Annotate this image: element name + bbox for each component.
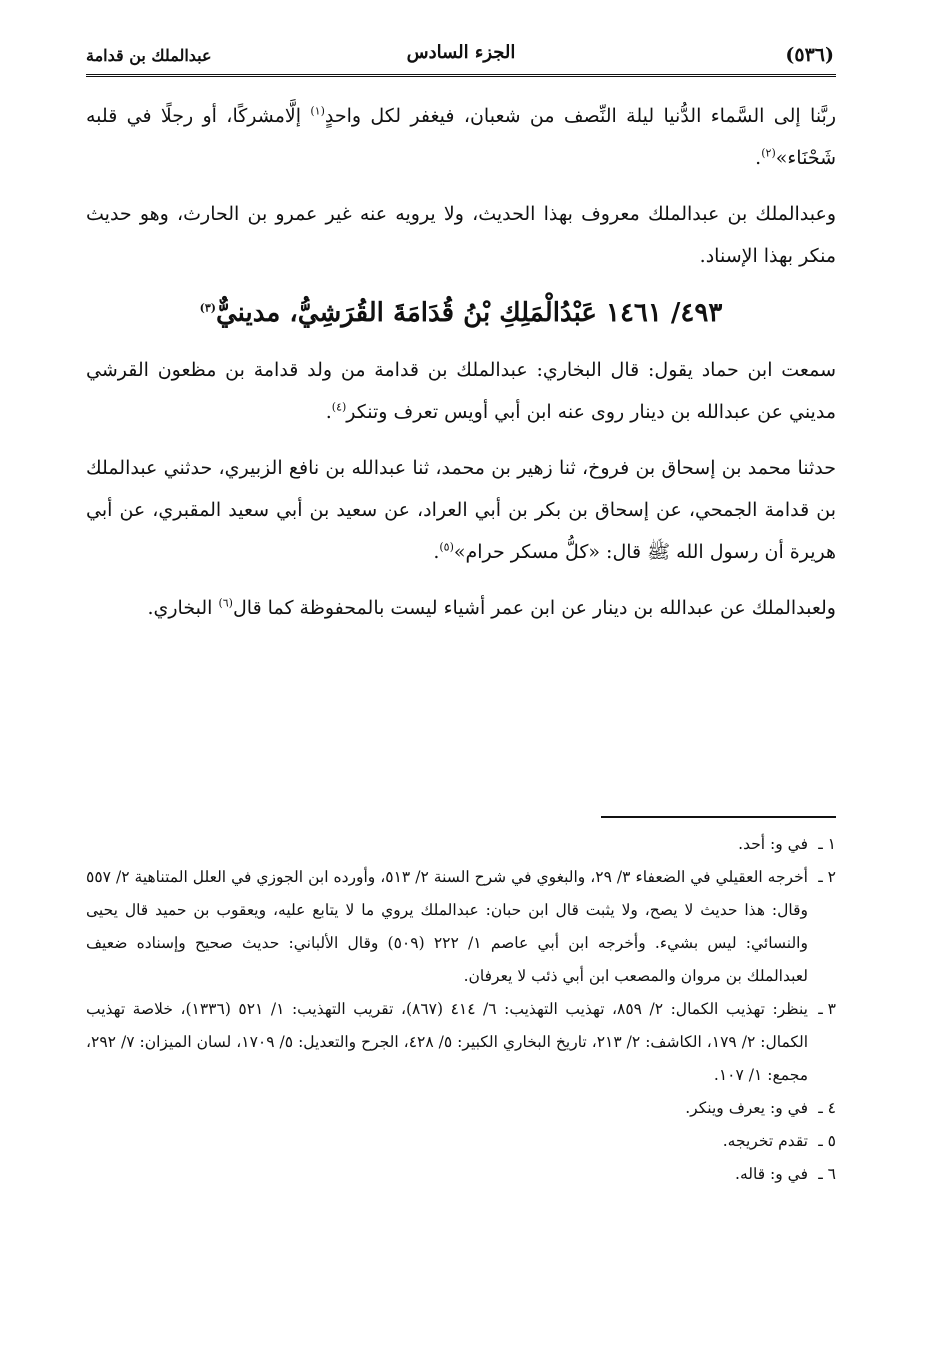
paragraph-1	[86, 95, 836, 179]
footnote-ref-4: (٤)	[331, 400, 347, 414]
footnote-text: في و: أحد.	[738, 835, 808, 853]
footnote-4	[86, 1092, 836, 1125]
footnote-text: ينظر: تهذيب الكمال: ٢/ ٨٥٩، تهذيب التهذيب: ٦/ ٤١٤ (٨٦٧)، تقريب التهذيب: ١/ ٥٢١ (١٣٣٦)، خلاصة تهذيب الكمال: ٢/ ١٧٩، الكاشف: ٢/ ٢١٣، تاريخ البخاري الكبير: ٥/ ٤٢٨، الجرح والتعديل: ٥/ ١٧٠٩، لسان الميزان: ٧/ ٢٩٢، مجمع: ١/ ١٠٧.	[86, 1000, 808, 1084]
footnote-text: في و: يعرف وينكر.	[685, 1099, 808, 1117]
footnote-number: ٤ ـ	[818, 1099, 836, 1117]
paragraph-4	[86, 447, 836, 573]
paragraph-1-text-a: ربَّنا إلى السَّماء الدُّنيا ليلة النِّصف من شعبان، فيغفر لكل واحدٍ	[324, 105, 837, 127]
footnote-number: ٣ ـ	[818, 1000, 836, 1018]
paragraph-4-tail: .	[433, 541, 440, 563]
paragraph-3	[86, 349, 836, 433]
page-number: (٥٣٦)	[785, 44, 834, 66]
footnote-text: تقدم تخريجه.	[722, 1132, 808, 1150]
footnote-6	[86, 1158, 836, 1191]
paragraph-1-text-c: .	[755, 147, 762, 169]
paragraph-5-text-b: البخاري.	[147, 597, 219, 619]
footnote-ref-6: (٦)	[218, 596, 233, 610]
footnotes	[86, 828, 836, 1191]
paragraph-5-text-a: ولعبدالملك عن عبدالله بن دينار عن ابن عمر أشياء ليست بالمحفوظة كما قال	[232, 597, 836, 619]
footnote-1	[86, 828, 836, 861]
entry-title-text: ٤٩٣/ ١٤٦١ عَبْدُالْمَلِكِ بْنُ قُدَامَةَ القُرَشِيُّ، مدينيٌّ	[216, 298, 723, 328]
footnote-number: ١ ـ	[818, 835, 836, 853]
footnote-ref-3: (٣)	[199, 301, 217, 315]
footnote-number: ٢ ـ	[818, 868, 836, 886]
footnote-separator	[601, 816, 836, 818]
footnote-number: ٦ ـ	[818, 1165, 836, 1183]
footnote-3	[86, 993, 836, 1092]
paragraph-1-text-b: إلَّامشركًا، أو رجلًا في قلبه شَحْنَاء»	[86, 105, 836, 169]
running-title: عبدالملك بن قدامة	[86, 46, 212, 65]
paragraph-3-tail: .	[325, 401, 332, 423]
paragraph-2: وعبدالملك بن عبدالملك معروف بهذا الحديث، ولا يرويه عنه غير عمرو بن الحارث، وهو حديث منكر بهذا الإسناد.	[86, 203, 836, 267]
volume-label: الجزء السادس	[406, 42, 516, 63]
book-page	[86, 38, 836, 1338]
paragraph-3-text: سمعت ابن حماد يقول: قال البخاري: عبدالملك بن قدامة من ولد قدامة بن مظعون القرشي مديني عن عبدالله بن دينار روى عنه ابن أبي أويس تعرف وتنكر	[86, 359, 836, 423]
paragraph-5	[86, 587, 836, 629]
paragraph-4-text: حدثنا محمد بن إسحاق بن فروخ، ثنا زهير بن محمد، ثنا عبدالله بن نافع الزبيري، حدثني عبدالملك بن قدامة الجمحي، عن إسحاق بن بكر بن أبي العراد، عن سعيد بن أبي سعيد المقبري، عن أبي هريرة أن رسول الله ﷺ قال: «كلُّ مسكر حرام»	[86, 457, 836, 563]
entry-title	[86, 291, 836, 335]
footnote-ref-5: (٥)	[439, 540, 454, 554]
footnote-2	[86, 861, 836, 993]
footnote-5	[86, 1125, 836, 1158]
footnote-ref-2: (٢)	[761, 146, 776, 160]
footnote-number: ٥ ـ	[818, 1132, 836, 1150]
page-header	[86, 38, 836, 77]
footnote-text: أخرجه العقيلي في الضعفاء ٣/ ٢٩، والبغوي في شرح السنة ٢/ ٥١٣، وأورده ابن الجوزي في العلل المتناهية ٢/ ٥٥٧ وقال: هذا حديث لا يصح، ولا يثبت قال ابن حبان: عبدالملك يروي ما لا يتابع عليه، ويعقوب بن حميد قال يحيى والنسائي: ليس بشيء. وأخرجه ابن أبي عاصم ١/ ٢٢٢ (٥٠٩) وقال الألباني: حديث صحيح وإسناده ضعيف لعبدالملك بن مروان والمصعب ابن أبي ذئب لا يعرفان.	[86, 868, 808, 985]
main-text	[86, 95, 836, 629]
footnote-text: في و: قاله.	[735, 1165, 808, 1183]
footnote-ref-1: (١)	[310, 104, 325, 118]
